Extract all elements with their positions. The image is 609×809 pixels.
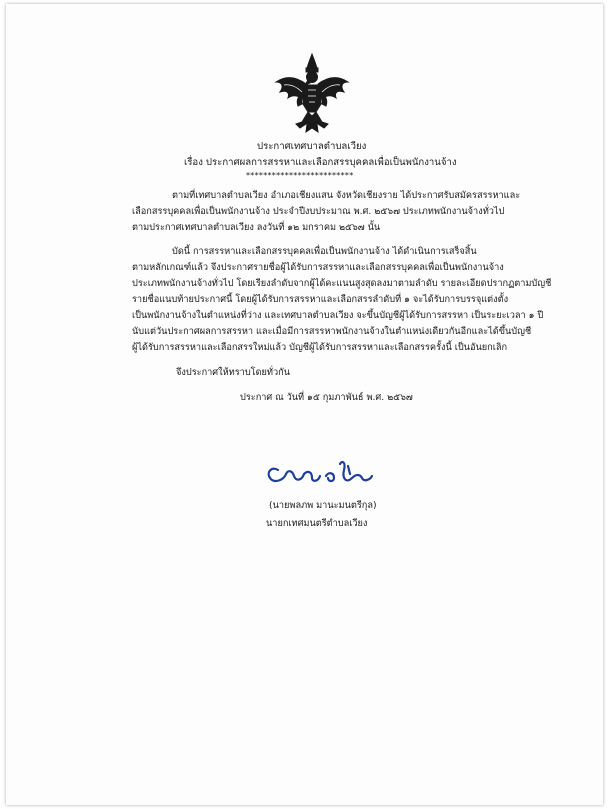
document-page xyxy=(6,4,603,805)
announcement-subject: เรื่อง ประกาศผลการสรรหาและเลือกสรรบุคคลเพื่อเป็นพนักงานจ้าง xyxy=(184,157,457,168)
announcement-date: ประกาศ ณ วันที่ ๑๕ กุมภาพันธ์ พ.ศ. ๒๕๖๗ xyxy=(240,392,413,403)
divider-stars: ************************* xyxy=(246,171,354,180)
body-line: รายชื่อแนบท้ายประกาศนี้ โดยผู้ได้รับการสรรหาและเลือกสรรลำดับที่ ๑ จะได้รับการบรรจุแต่งตั้ง xyxy=(132,294,509,305)
closing-line: จึงประกาศให้ทราบโดยทั่วกัน xyxy=(176,367,290,378)
signatory-position: นายกเทศมนตรีตำบลเวียง xyxy=(266,518,368,529)
announcement-org-title: ประกาศเทศบาลตำบลเวียง xyxy=(257,141,367,152)
body-line: นับแต่วันประกาศผลการสรรหา และเมื่อมีการสรรหาพนักงานจ้างในตำแหน่งเดียวกันอีกและได้ขึ้นบัญชี xyxy=(132,326,532,337)
body-line: ตามประกาศเทศบาลตำบลเวียง ลงวันที่ ๑๒ มกราคม ๒๕๖๗ นั้น xyxy=(132,222,381,233)
signature-icon xyxy=(264,456,376,490)
signatory-name: (นายพลภพ มานะมนตรีกุล) xyxy=(269,500,377,511)
body-line: บัดนี้ การสรรหาและเลือกสรรบุคคลเพื่อเป็นพนักงานจ้าง ได้ดำเนินการเสร็จสิ้น xyxy=(172,246,477,257)
body-line: ตามที่เทศบาลตำบลเวียง อำเภอเชียงแสน จังหวัดเชียงราย ได้ประกาศรับสมัครสรรหาและ xyxy=(172,190,521,201)
body-line: เลือกสรรบุคคลเพื่อเป็นพนักงานจ้าง ประจำปีงบประมาณ พ.ศ. ๒๕๖๗ ประเภทพนักงานจ้างทั่วไป xyxy=(132,206,505,217)
garuda-emblem-icon xyxy=(272,52,352,134)
body-line: ประเภทพนักงานจ้างทั่วไป โดยเรียงลำดับจากผู้ได้คะแนนสูงสุดลงมาตามลำดับ รายละเอียดปรากฏตามบัญชี xyxy=(132,278,552,289)
body-line: ผู้ได้รับการสรรหาและเลือกสรรใหม่แล้ว บัญชีผู้ได้รับการสรรหาและเลือกสรรครั้งนี้ เป็นอันยกเลิก xyxy=(132,342,508,353)
body-line: ตามหลักเกณฑ์แล้ว จึงประกาศรายชื่อผู้ได้รับการสรรหาและเลือกสรรบุคคลเพื่อเป็นพนักงานจ้าง xyxy=(132,262,504,273)
body-line: เป็นพนักงานจ้างในตำแหน่งที่ว่าง และเทศบาลตำบลเวียง จะขึ้นบัญชีผู้ได้รับการสรรหา เป็นระยะเวลา ๑ ปี xyxy=(132,310,544,321)
